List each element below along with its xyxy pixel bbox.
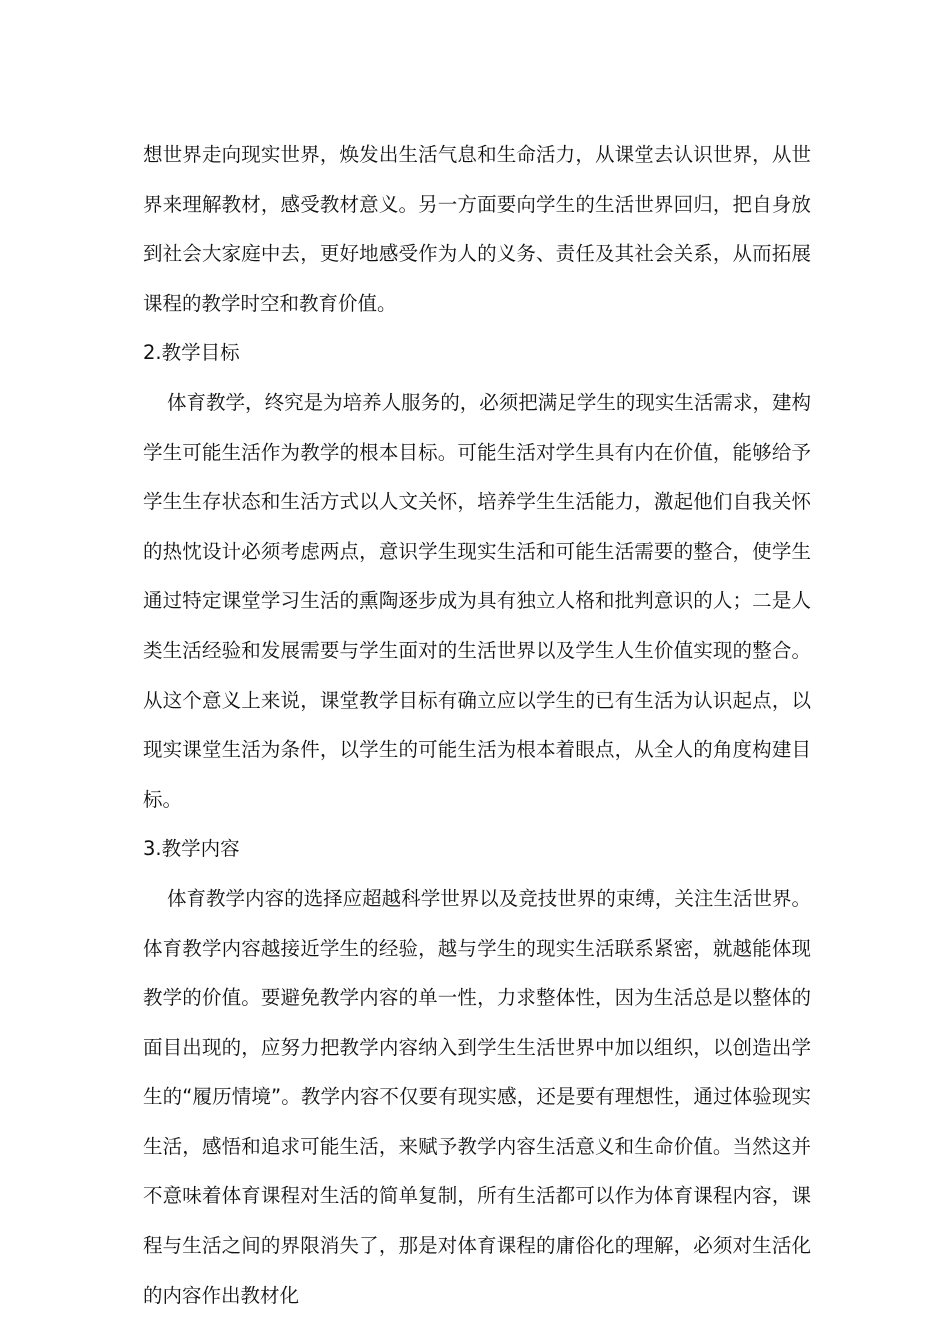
document-body (143, 130, 811, 1320)
section-heading-teaching-content: 3.教学内容 (143, 837, 240, 861)
paragraph-teaching-goals: 体育教学，终究是为培养人服务的，必须把满足学生的现实生活需求，建构学生可能生活作为教学的根本目标。可能生活对学生具有内在价值，能够给予学生生存状态和生活方式以人文关怀，培养学生生活能力，激起他们自我关怀的热忱设计必须考虑两点，意识学生现实生活和可能生活需要的整合，使学生通过特定课堂学习生活的熏陶逐步成为具有独立人格和批判意识的人；二是人类生活经验和发展需要与学生面对的生活世界以及学生人生价值实现的整合。从这个意义上来说，课堂教学目标有确立应以学生的已有生活为认识起点，以现实课堂生活为条件，以学生的可能生活为根本着眼点，从全人的角度构建目标。 (143, 390, 811, 811)
section-heading-teaching-goals: 2.教学目标 (143, 341, 240, 365)
paragraph-continued: 想世界走向现实世界，焕发出生活气息和生命活力，从课堂去认识世界，从世界来理解教材，感受教材意义。另一方面要向学生的生活世界回归，把自身放到社会大家庭中去，更好地感受作为人的义务、责任及其社会关系，从而拓展课程的教学时空和教育价值。 (143, 143, 811, 315)
paragraph-teaching-content: 体育教学内容的选择应超越科学世界以及竞技世界的束缚，关注生活世界。体育教学内容越接近学生的经验，越与学生的现实生活联系紧密，就越能体现教学的价值。要避免教学内容的单一性，力求整体性，因为生活总是以整体的面目出现的，应努力把教学内容纳入到学生生活世界中加以组织，以创造出学生的“履历情境”。教学内容不仅要有现实感，还是要有理想性，通过体验现实生活，感悟和追求可能生活，来赋予教学内容生活意义和生命价值。当然这并不意味着体育课程对生活的简单复制，所有生活都可以作为体育课程内容，课程与生活之间的界限消失了，那是对体育课程的庸俗化的理解，必须对生活化的内容作出教材化 (143, 886, 811, 1307)
